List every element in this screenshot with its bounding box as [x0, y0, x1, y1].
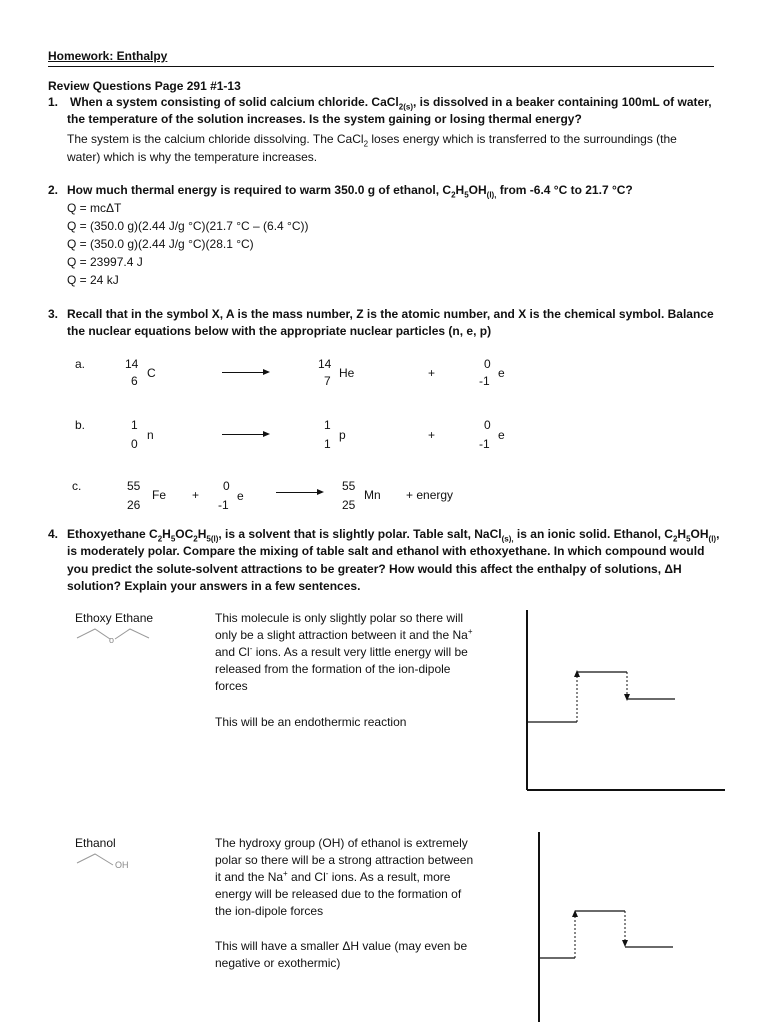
ethanol-text-1: The hydroxy group (OH) of ethanol is extremely — [215, 836, 468, 850]
q2-step-5: Q = 24 kJ — [67, 273, 119, 287]
eq-c-atomic-3: 25 — [342, 498, 356, 512]
eq-c-plus-1: + — [192, 488, 200, 502]
eq-c-symbol-2: e — [237, 489, 244, 503]
eq-b-arrow — [222, 434, 268, 435]
review-heading: Review Questions Page 291 #1-13 — [48, 79, 241, 93]
eq-a-label: a. — [75, 357, 86, 371]
eq-b-plus: + — [428, 428, 436, 442]
q4-question-line3: you predict the solute-solvent attractions to be greater? How would this affect the enthalpy of solutions, ΔH — [67, 562, 682, 576]
ethanol-text-3: it and the Na+ and Cl- ions. As a result, more — [215, 869, 451, 884]
eq-b-symbol-2: p — [339, 428, 346, 442]
ethoxy-oxygen-label: o — [109, 635, 115, 645]
eq-b-mass-3: 0 — [484, 418, 491, 432]
ethoxy-label: Ethoxy Ethane — [75, 611, 154, 625]
ethoxy-text-3: and Cl- ions. As a result very little energy will be — [215, 644, 468, 659]
q1-answer-line2: water) which is why the temperature increases. — [67, 150, 318, 164]
eq-b-mass-2: 1 — [324, 418, 331, 432]
q4-question-line2: is moderately polar. Compare the mixing of table salt and ethanol with ethoxyethane. In which compound would — [67, 544, 705, 558]
q4-question-line4: solution? Explain your answers in a few sentences. — [67, 579, 361, 593]
eq-c-mass-2: 0 — [223, 479, 230, 493]
eq-a-atomic-1: 6 — [131, 374, 138, 388]
eq-b-label: b. — [75, 418, 86, 432]
ethoxy-text-4: released from the formation of the ion-dipole — [215, 662, 451, 676]
q1-question-line1: When a system consisting of solid calcium chloride. CaCl$_{2(s)}$, is dissolved in a beaker containing 100mL of water, — [70, 95, 712, 112]
eq-b-atomic-3: -1 — [479, 437, 490, 451]
eq-c-mass-1: 55 — [127, 479, 141, 493]
eq-a-symbol-2: He — [339, 366, 355, 380]
eq-b-atomic-1: 0 — [131, 437, 138, 451]
ethanol-text-6: This will have a smaller ΔH value (may even be — [215, 939, 468, 953]
q4-question-line1: Ethoxyethane $C_2H_5OC_2H_{5(l)}$, is a solvent that is slightly polar. Table salt, NaCl$_{(s),}$ is an ionic solid. Ethanol, $C_2H_5OH_{(l)}$, — [67, 527, 720, 544]
ethanol-text-2: polar so there will be a strong attraction between — [215, 853, 474, 867]
eq-a-arrow — [222, 372, 268, 373]
q4-number: 4. — [48, 527, 59, 541]
eq-c-energy: + energy — [406, 488, 454, 502]
eq-c-label: c. — [72, 479, 82, 493]
ethanol-text-4: energy will be released due to the formation of — [215, 887, 462, 901]
q1-question-line2: the temperature of the solution increases. Is the system gaining or losing thermal energy? — [67, 112, 582, 126]
ethanol-structure-icon — [75, 851, 145, 871]
ethoxy-text-2: only be a slight attraction between it and the Na+ — [215, 627, 473, 642]
eq-c-arrow — [276, 492, 322, 493]
ethoxy-text-5: forces — [215, 679, 248, 693]
eq-b-symbol-1: n — [147, 428, 154, 442]
q2-question: How much thermal energy is required to warm 350.0 g of ethanol, $C_2H_5OH_{(l),}$ from -6.4 °C to 21.7 °C? — [67, 183, 633, 200]
eq-a-mass-1: 14 — [125, 357, 139, 371]
q2-step-2: Q = (350.0 g)(2.44 J/g °C)(21.7 °C – (6.4 °C)) — [67, 219, 309, 233]
eq-c-symbol-1: Fe — [152, 488, 167, 502]
ethanol-text-7: negative or exothermic) — [215, 956, 341, 970]
eq-a-mass-3: 0 — [484, 357, 491, 371]
eq-b-symbol-3: e — [498, 428, 505, 442]
eq-c-atomic-1: 26 — [127, 498, 141, 512]
title-rule — [48, 66, 714, 67]
q1-answer-line1: The system is the calcium chloride dissolving. The CaCl$_2$ loses energy which is transferred to the surroundings (the — [67, 132, 677, 149]
q3-number: 3. — [48, 307, 59, 321]
eq-a-symbol-1: C — [147, 366, 156, 380]
eq-b-mass-1: 1 — [131, 418, 138, 432]
eq-b-atomic-2: 1 — [324, 437, 331, 451]
page-title: Homework: Enthalpy — [48, 49, 168, 63]
eq-a-plus: + — [428, 366, 436, 380]
ethanol-enthalpy-diagram — [537, 832, 737, 1022]
ethanol-text-5: the ion-dipole forces — [215, 904, 324, 918]
eq-a-atomic-3: -1 — [479, 374, 490, 388]
q2-step-1: Q = mcΔT — [67, 201, 122, 215]
eq-a-atomic-2: 7 — [324, 374, 331, 388]
eq-c-atomic-2: -1 — [218, 498, 229, 512]
q2-step-4: Q = 23997.4 J — [67, 255, 143, 269]
ethanol-label: Ethanol — [75, 836, 116, 850]
ethoxy-enthalpy-diagram — [525, 610, 725, 795]
ethanol-hydroxyl-label: OH — [115, 860, 129, 870]
eq-c-symbol-3: Mn — [364, 488, 381, 502]
q3-question-line2: the nuclear equations below with the appropriate nuclear particles (n, e, p) — [67, 324, 492, 338]
eq-c-mass-3: 55 — [342, 479, 356, 493]
q2-number: 2. — [48, 183, 59, 197]
ethoxy-structure-icon — [75, 626, 155, 646]
eq-a-mass-2: 14 — [318, 357, 332, 371]
q1-number: 1. — [48, 95, 59, 109]
q3-question-line1: Recall that in the symbol X, A is the mass number, Z is the atomic number, and X is the chemical symbol. Balance — [67, 307, 714, 321]
eq-a-symbol-3: e — [498, 366, 505, 380]
q2-step-3: Q = (350.0 g)(2.44 J/g °C)(28.1 °C) — [67, 237, 254, 251]
ethoxy-text-6: This will be an endothermic reaction — [215, 715, 407, 729]
ethoxy-text-1: This molecule is only slightly polar so there will — [215, 611, 464, 625]
